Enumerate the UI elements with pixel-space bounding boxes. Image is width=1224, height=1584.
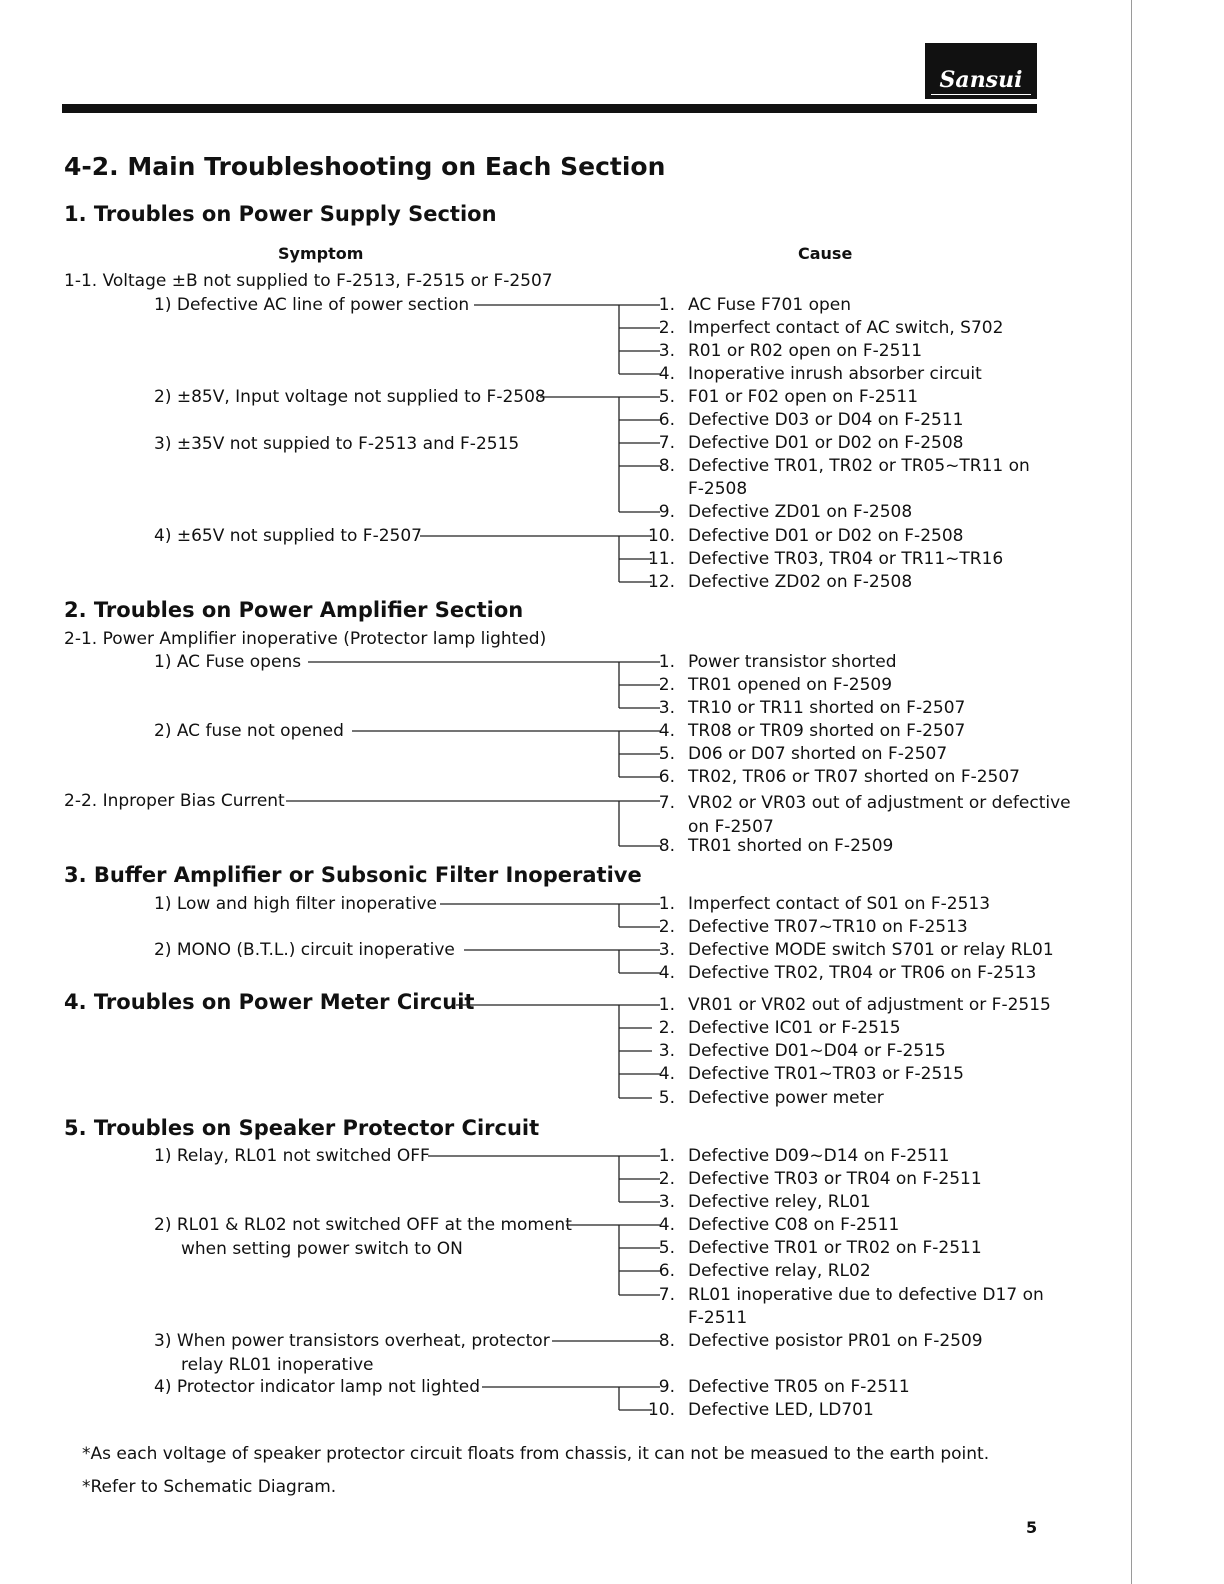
- symptom-item: 1-1. Voltage ±B not supplied to F-2513, F-2515 or F-2507: [64, 271, 553, 291]
- cause-number: 2.: [658, 917, 675, 937]
- cause-text: Defective TR03 or TR04 on F-2511: [688, 1169, 982, 1189]
- cause-text: Defective ZD02 on F-2508: [688, 572, 913, 592]
- cause-text: Defective TR01, TR02 or TR05~TR11 on: [688, 456, 1030, 476]
- cause-text: TR01 shorted on F-2509: [688, 836, 894, 856]
- cause-text: F-2508: [688, 479, 748, 499]
- cause-number: 11.: [647, 549, 675, 569]
- cause-number: 4.: [658, 1215, 675, 1235]
- section-4-title: 4. Troubles on Power Meter Circuit: [64, 990, 475, 1014]
- section-2-title: 2. Troubles on Power Amplifier Section: [64, 598, 524, 622]
- symptom-item: 3) When power transistors overheat, protector: [154, 1331, 550, 1351]
- cause-text: on F-2507: [688, 817, 774, 837]
- cause-text: TR01 opened on F-2509: [688, 675, 893, 695]
- cause-number: 1.: [658, 295, 675, 315]
- symptom-column-header: Symptom: [278, 244, 364, 263]
- cause-number: 3.: [658, 1041, 675, 1061]
- symptom-item: 2) RL01 & RL02 not switched OFF at the moment: [154, 1215, 572, 1235]
- cause-number: 3.: [658, 341, 675, 361]
- cause-text: Defective power meter: [688, 1088, 884, 1108]
- footnote: *Refer to Schematic Diagram.: [82, 1477, 337, 1497]
- cause-text: Defective IC01 or F-2515: [688, 1018, 901, 1038]
- cause-text: Defective D01~D04 or F-2515: [688, 1041, 946, 1061]
- cause-text: TR08 or TR09 shorted on F-2507: [688, 721, 966, 741]
- symptom-item: relay RL01 inoperative: [181, 1355, 374, 1375]
- cause-text: Defective TR01~TR03 or F-2515: [688, 1064, 964, 1084]
- symptom-item: 2) ±85V, Input voltage not supplied to F-2508: [154, 387, 546, 407]
- cause-number: 1.: [658, 995, 675, 1015]
- logo-text: Sansui: [939, 67, 1023, 93]
- symptom-item: 2-1. Power Amplifier inoperative (Protector lamp lighted): [64, 629, 547, 649]
- cause-number: 4.: [658, 963, 675, 983]
- symptom-item: 1) Low and high filter inoperative: [154, 894, 437, 914]
- symptom-item: when setting power switch to ON: [181, 1239, 463, 1259]
- cause-number: 1.: [658, 894, 675, 914]
- cause-text: RL01 inoperative due to defective D17 on: [688, 1285, 1044, 1305]
- cause-text: Defective TR02, TR04 or TR06 on F-2513: [688, 963, 1037, 983]
- cause-number: 10.: [647, 1400, 675, 1420]
- cause-number: 5.: [658, 1238, 675, 1258]
- cause-number: 2.: [658, 675, 675, 695]
- cause-number: 2.: [658, 318, 675, 338]
- cause-number: 4.: [658, 1064, 675, 1084]
- symptom-item: 2-2. Inproper Bias Current: [64, 791, 285, 811]
- section-3-title: 3. Buffer Amplifier or Subsonic Filter Inoperative: [64, 863, 642, 887]
- cause-text: Defective LED, LD701: [688, 1400, 874, 1420]
- cause-number: 3.: [658, 698, 675, 718]
- cause-number: 6.: [658, 410, 675, 430]
- cause-text: Defective MODE switch S701 or relay RL01: [688, 940, 1054, 960]
- cause-number: 7.: [658, 433, 675, 453]
- cause-text: Defective C08 on F-2511: [688, 1215, 900, 1235]
- cause-number: 5.: [658, 1088, 675, 1108]
- cause-text: VR02 or VR03 out of adjustment or defective: [688, 793, 1071, 813]
- symptom-item: 1) Relay, RL01 not switched OFF: [154, 1146, 430, 1166]
- symptom-item: 4) ±65V not supplied to F-2507: [154, 526, 422, 546]
- cause-number: 5.: [658, 387, 675, 407]
- page-title: 4-2. Main Troubleshooting on Each Section: [64, 152, 666, 181]
- cause-text: F01 or F02 open on F-2511: [688, 387, 919, 407]
- cause-number: 4.: [658, 364, 675, 384]
- cause-number: 9.: [658, 502, 675, 522]
- section-5-title: 5. Troubles on Speaker Protector Circuit: [64, 1116, 540, 1140]
- cause-text: Defective ZD01 on F-2508: [688, 502, 913, 522]
- symptom-item: 2) AC fuse not opened: [154, 721, 344, 741]
- cause-text: Defective reley, RL01: [688, 1192, 871, 1212]
- page-number: 5: [1026, 1518, 1038, 1537]
- cause-number: 8.: [658, 836, 675, 856]
- cause-number: 8.: [658, 456, 675, 476]
- cause-number: 7.: [658, 793, 675, 813]
- cause-number: 6.: [658, 767, 675, 787]
- cause-number: 8.: [658, 1331, 675, 1351]
- cause-text: Defective relay, RL02: [688, 1261, 871, 1281]
- cause-number: 7.: [658, 1285, 675, 1305]
- symptom-item: 1) AC Fuse opens: [154, 652, 302, 672]
- cause-text: Defective TR03, TR04 or TR11~TR16: [688, 549, 1004, 569]
- cause-number: 9.: [658, 1377, 675, 1397]
- symptom-item: 1) Defective AC line of power section: [154, 295, 470, 315]
- cause-text: Defective D09~D14 on F-2511: [688, 1146, 950, 1166]
- cause-number: 12.: [647, 572, 675, 592]
- cause-number: 2.: [658, 1169, 675, 1189]
- cause-text: Imperfect contact of S01 on F-2513: [688, 894, 991, 914]
- cause-text: Defective D01 or D02 on F-2508: [688, 433, 964, 453]
- cause-number: 3.: [658, 1192, 675, 1212]
- cause-text: Defective D03 or D04 on F-2511: [688, 410, 964, 430]
- cause-text: TR10 or TR11 shorted on F-2507: [688, 698, 966, 718]
- cause-text: Defective TR07~TR10 on F-2513: [688, 917, 968, 937]
- cause-number: 10.: [647, 526, 675, 546]
- symptom-item: 4) Protector indicator lamp not lighted: [154, 1377, 481, 1397]
- footnote: *As each voltage of speaker protector circuit floats from chassis, it can not be measued to the earth point.: [82, 1444, 990, 1464]
- cause-text: F-2511: [688, 1308, 748, 1328]
- cause-number: 4.: [658, 721, 675, 741]
- cause-number: 5.: [658, 744, 675, 764]
- cause-text: TR02, TR06 or TR07 shorted on F-2507: [688, 767, 1020, 787]
- symptom-item: 3) ±35V not suppied to F-2513 and F-2515: [154, 434, 520, 454]
- cause-text: R01 or R02 open on F-2511: [688, 341, 923, 361]
- cause-text: D06 or D07 shorted on F-2507: [688, 744, 948, 764]
- cause-number: 2.: [658, 1018, 675, 1038]
- cause-text: Defective TR01 or TR02 on F-2511: [688, 1238, 982, 1258]
- cause-text: VR01 or VR02 out of adjustment or F-2515: [688, 995, 1051, 1015]
- cause-text: Imperfect contact of AC switch, S702: [688, 318, 1004, 338]
- cause-text: Defective TR05 on F-2511: [688, 1377, 910, 1397]
- cause-text: Defective D01 or D02 on F-2508: [688, 526, 964, 546]
- cause-number: 1.: [658, 1146, 675, 1166]
- cause-number: 1.: [658, 652, 675, 672]
- cause-column-header: Cause: [798, 244, 853, 263]
- cause-text: Defective posistor PR01 on F-2509: [688, 1331, 983, 1351]
- cause-number: 6.: [658, 1261, 675, 1281]
- cause-text: Power transistor shorted: [688, 652, 897, 672]
- symptom-item: 2) MONO (B.T.L.) circuit inoperative: [154, 940, 455, 960]
- cause-text: Inoperative inrush absorber circuit: [688, 364, 982, 384]
- cause-number: 3.: [658, 940, 675, 960]
- cause-text: AC Fuse F701 open: [688, 295, 852, 315]
- section-1-title: 1. Troubles on Power Supply Section: [64, 202, 497, 226]
